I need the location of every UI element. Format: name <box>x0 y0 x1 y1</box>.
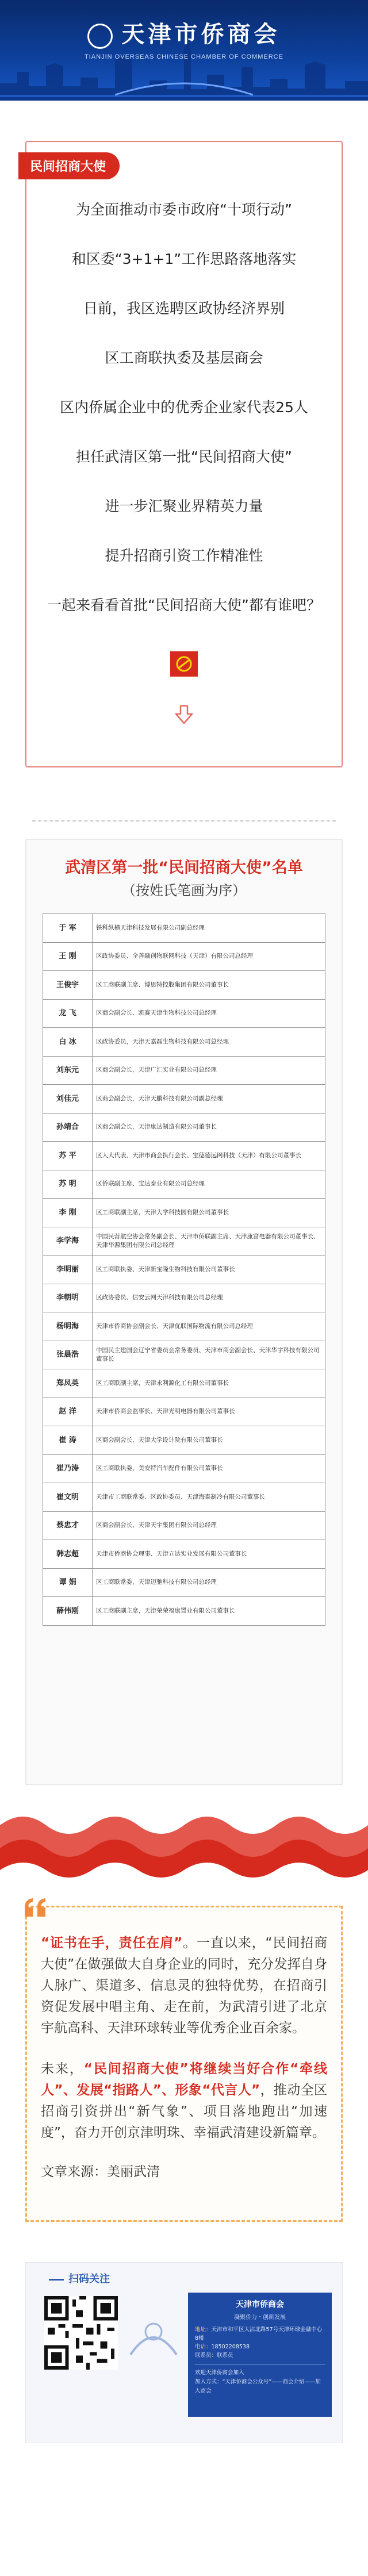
phone-row <box>195 2343 325 2351</box>
table-row <box>43 1284 325 1312</box>
ambassador-name: 孙靖合 <box>43 1113 93 1142</box>
quote-mark-icon <box>22 1896 50 1919</box>
ambassador-name: 赵 洋 <box>43 1398 93 1426</box>
closing-text-2a: 未来， <box>41 2061 84 2076</box>
ambassador-title: 天津市工商联常委、区政协委员、天津海泰制冷有限公司董事长 <box>93 1483 325 1512</box>
address-row <box>195 2325 325 2343</box>
ambassador-name: 王俊宇 <box>43 971 93 1000</box>
table-row <box>43 1085 325 1114</box>
red-wave-decoration <box>0 1802 368 1888</box>
ambassador-name: 李学海 <box>43 1227 93 1256</box>
table-row <box>43 1426 325 1455</box>
address-label: 地址： <box>195 2327 212 2333</box>
table-row <box>43 1113 325 1142</box>
ambassador-title: 天津市侨商协会理事、天津立达实业发展有限公司董事长 <box>93 1540 325 1569</box>
ambassador-title: 天津市侨商会监事长、天津光明电器有限公司董事长 <box>93 1398 325 1426</box>
intro-line: 担任武清区第一批“民间招商大使” <box>76 448 292 465</box>
table-row <box>43 1312 325 1341</box>
closing-paragraph-1 <box>41 1933 327 2039</box>
intro-line: 区工商联执委及基层商会 <box>105 350 263 366</box>
closing-highlight-2: “民间招商大使”将继续当好合作“牵线人”、发展“指路人”、形象“代言人” <box>41 2061 327 2098</box>
ambassador-name: 苏 明 <box>43 1170 93 1199</box>
scroll-down-arrow-icon <box>172 702 195 725</box>
ambassador-title: 区商会副会长、凯赛天津生物科技公司总经理 <box>93 999 325 1028</box>
table-row <box>43 1511 325 1540</box>
intro-line: 为全面推动市委市政府“十项行动” <box>76 201 292 218</box>
ambassador-title: 区商会副会长，天津广汇实业有限公司总经理 <box>93 1056 325 1085</box>
ambassador-name: 刘东元 <box>43 1056 93 1085</box>
closing-text-2b: ，推动全区招商引资拼出“新气象”、项目落地跑出“加速度”，奋力开创京津明珠、幸福武清建设新篇章。 <box>41 2083 327 2140</box>
chamber-emblem-icon <box>87 24 113 49</box>
closing-highlight-1: “证书在手，责任在肩” <box>41 1936 183 1951</box>
closing-section <box>25 1906 343 2222</box>
ambassador-name: 谭 娟 <box>43 1568 93 1597</box>
ambassador-name: 崔文明 <box>43 1483 93 1512</box>
ambassador-title: 区政协委员、全善融创物联网科技（天津）有限公司总经理 <box>93 942 325 971</box>
ambassador-title: 区工商联副主席、博思特控股集团有限公司董事长 <box>93 971 325 1000</box>
footer-follow <box>25 2262 343 2443</box>
phone-value: 18502208538 <box>211 2344 250 2350</box>
ambassador-name: 李 刚 <box>43 1199 93 1227</box>
ambassador-title: 区工商联执委，美安特汽车配件有限公司董事长 <box>93 1454 325 1483</box>
table-row <box>43 999 325 1028</box>
address-value: 天津市和平区大沽北路57号天津环球金融中心8楼 <box>195 2327 323 2341</box>
roster-card <box>25 839 343 1785</box>
ambassador-title: 中国民营航空协会常务副会长、天津市侨联副主席、天津康富电器有限公司董事长、天津华源集团有限公司总经理 <box>93 1227 325 1256</box>
qr-decoration-icon <box>125 2309 182 2360</box>
phone-label: 电话： <box>195 2344 212 2350</box>
ambassador-name: 白 冰 <box>43 1028 93 1057</box>
intro-line: 提升招商引资工作精准性 <box>105 547 263 564</box>
article-source: 文章来源：美丽武清 <box>41 2164 160 2179</box>
table-row <box>43 1597 325 1626</box>
intro-line: 一起来看看首批“民间招商大使”都有谁吧？ <box>47 597 321 613</box>
intro-line: 区内侨属企业中的优秀企业家代表25人 <box>60 399 308 416</box>
table-row <box>43 1568 325 1597</box>
intro-line: 日前，我区选聘区政协经济界别 <box>83 300 285 317</box>
table-row <box>43 1398 325 1426</box>
closing-text-1: 。一直以来，“民间招商大使”在做强做大自身企业的同时，充分发挥自身人脉广、渠道多、信息灵的独特优势，在招商引资促发展中唱主角、走在前，为武清引进了北京宇航高科、天津环球转业等优秀企业百余家。 <box>41 1936 328 2036</box>
party-flag-icon <box>168 648 200 680</box>
section-divider <box>32 820 336 821</box>
table-row <box>43 1483 325 1512</box>
qr-code-image[interactable] <box>44 2296 118 2370</box>
ambassador-title: 区侨联副主席、宝达泰业有限公司总经理 <box>93 1170 325 1199</box>
ambassador-title: 区工商联副主席，天津永利源化工有限公司董事长 <box>93 1369 325 1398</box>
table-row <box>43 1170 325 1199</box>
contact-row: 联系员：联系员 <box>195 2352 233 2359</box>
ambassador-name: 于 军 <box>43 914 93 943</box>
ambassador-name: 刘佳元 <box>43 1085 93 1114</box>
ambassador-title: 区政协委员、信安云网天津科技有限公司总经理 <box>93 1284 325 1312</box>
ambassador-title: 区商会副会长，天津大学设计院有限公司董事长 <box>93 1426 325 1455</box>
table-row <box>43 1028 325 1057</box>
ambassador-name: 张晨浩 <box>43 1341 93 1369</box>
header-banner <box>0 0 368 101</box>
ambassador-name: 薛伟刚 <box>43 1597 93 1626</box>
table-row <box>43 1227 325 1256</box>
ambassador-name: 李朝明 <box>43 1284 93 1312</box>
banner-subtitle: TIANJIN OVERSEAS CHINESE CHAMBER OF COMMERCE <box>85 53 283 60</box>
contact-panel <box>188 2293 332 2417</box>
table-row <box>43 971 325 1000</box>
ambassador-title: 区工商联常委，天津迈驰科技有限公司总经理 <box>93 1568 325 1597</box>
ambassador-name: 龙 飞 <box>43 999 93 1028</box>
ambassador-title: 区商会副会长，天津康达制造有限公司董事长 <box>93 1113 325 1142</box>
ambassador-title: 区工商联执委、天津新宝隆生物科技有限公司董事长 <box>93 1256 325 1284</box>
ambassador-name: 李明丽 <box>43 1256 93 1284</box>
ambassador-title: 区工商联副主席，天津荣荣福康置业有限公司董事长 <box>93 1597 325 1626</box>
intro-tag: 民间招商大使 <box>18 152 120 179</box>
scan-follow-label: 扫码关注 <box>49 2271 110 2286</box>
ambassador-title: 区商会副会长，天津天鹏科技有限公司副总经理 <box>93 1085 325 1114</box>
panel-motto: 凝聚侨力・创新发展 <box>234 2314 286 2321</box>
table-row <box>43 1056 325 1085</box>
banner-title: 天津市侨商会 <box>121 21 281 48</box>
ambassador-name: 苏 平 <box>43 1142 93 1170</box>
intro-card <box>25 141 343 767</box>
table-row <box>43 1369 325 1398</box>
ambassador-title: 区商会副会长，天津天宇集团有限公司总经理 <box>93 1511 325 1540</box>
table-row <box>43 1256 325 1284</box>
ambassador-title: 区工商联副主席，天津大学科技园有限公司董事长 <box>93 1199 325 1227</box>
table-row <box>43 1199 325 1227</box>
intro-lines <box>26 199 342 616</box>
ambassador-title: 区人大代表、天津市商会执行会长、宝德德远网科技（天津）有限公司董事长 <box>93 1142 325 1170</box>
table-row <box>43 1142 325 1170</box>
ambassador-name: 崔 涛 <box>43 1426 93 1455</box>
ambassador-title: 区政协委员，天津天嘉磊生物科技有限公司总经理 <box>93 1028 325 1057</box>
ambassador-name: 蔡忠才 <box>43 1511 93 1540</box>
ambassador-name: 杨明海 <box>43 1312 93 1341</box>
roster-subtitle: （按姓氏笔画为序） <box>122 882 246 899</box>
ambassador-title: 中国民主建国会辽宁省委员会常务委员、天津市商会副会长、天津华宇科技有限公司董事长 <box>93 1341 325 1369</box>
table-row <box>43 914 325 943</box>
roster-title: 武清区第一批“民间招商大使”名单 <box>65 859 303 877</box>
panel-title: 天津市侨商会 <box>236 2300 284 2309</box>
intro-line: 和区委“3+1+1”工作思路落地落实 <box>71 251 297 267</box>
closing-paragraph-2 <box>41 2059 327 2144</box>
ambassador-name: 郑凤英 <box>43 1369 93 1398</box>
ambassador-name: 王 刚 <box>43 942 93 971</box>
table-row <box>43 1454 325 1483</box>
roster-table <box>43 913 325 1626</box>
ambassador-name: 崔乃涛 <box>43 1454 93 1483</box>
ambassador-title: 铁科纵横天津科技发展有限公司副总经理 <box>93 914 325 943</box>
intro-line: 进一步汇聚业界精英力量 <box>105 498 263 515</box>
ambassador-name: 韩志超 <box>43 1540 93 1569</box>
table-row <box>43 1341 325 1369</box>
join-method: 加入方式：“天津侨商会公众号”——商会介绍——加入商会 <box>195 2379 321 2394</box>
table-row <box>43 1540 325 1569</box>
ambassador-title: 天津市侨商协会副会长、天津优联国际物流有限公司总经理 <box>93 1312 325 1341</box>
table-row <box>43 942 325 971</box>
join-welcome: 欢迎天津侨商会加入 <box>195 2370 244 2376</box>
